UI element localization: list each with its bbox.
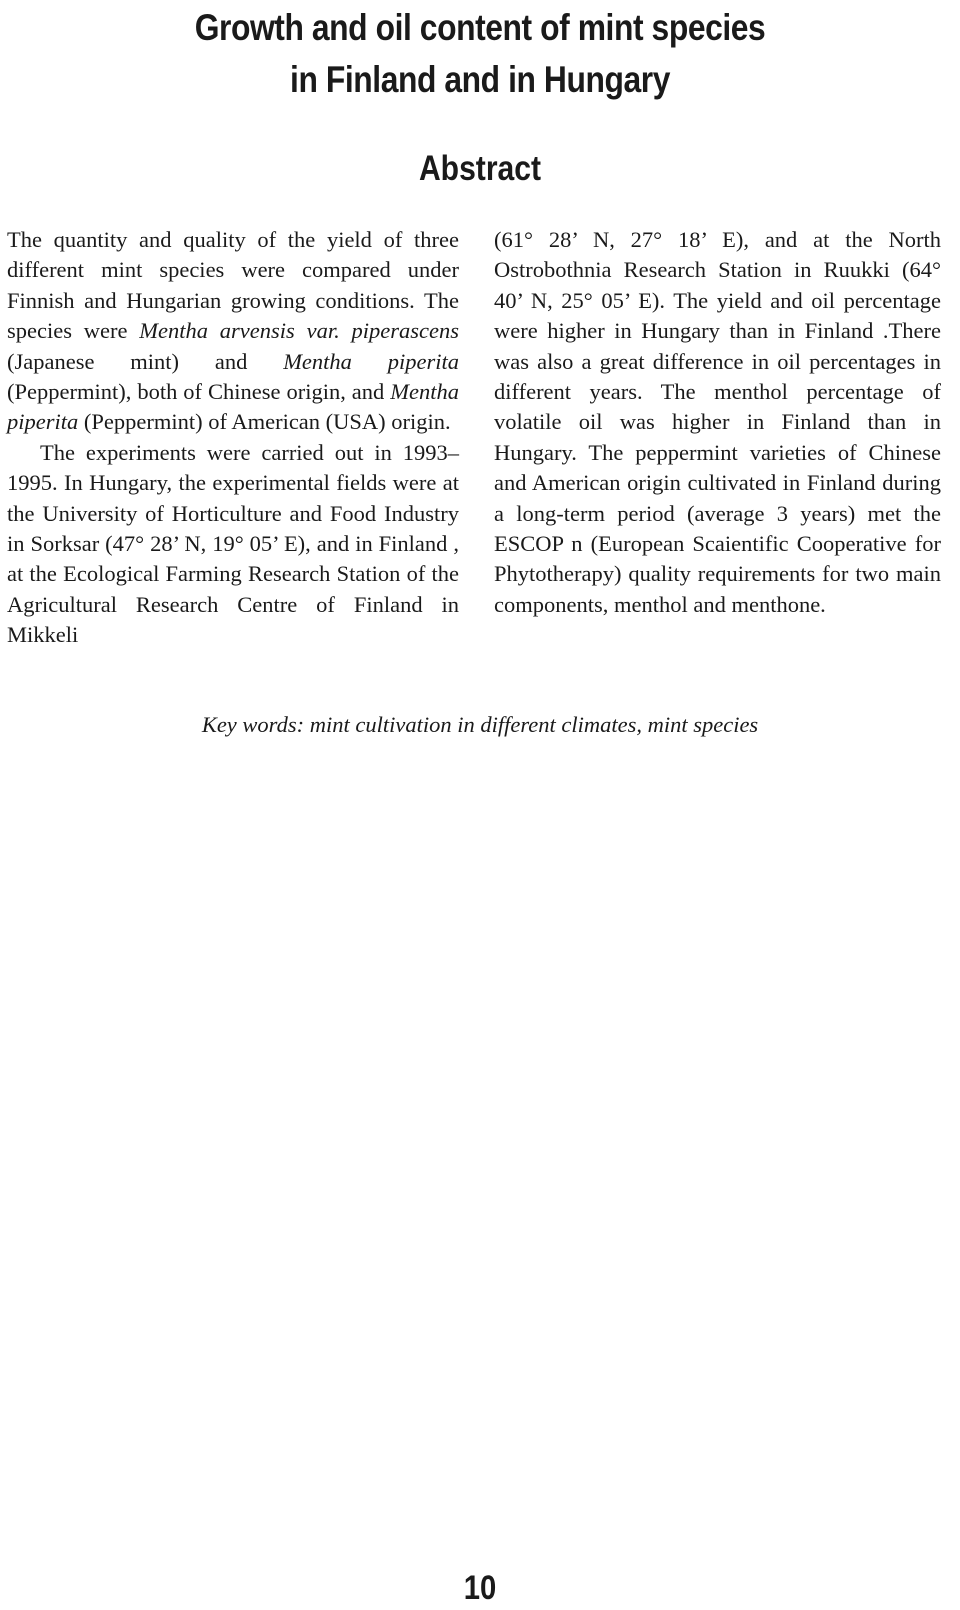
paper-title-line-2: in Finland and in Hungary [290,59,670,100]
abstract-paragraph-2: The experiments were carried out in 1993–1995. In Hungary, the experimental fields were at the University of Horticulture and Food Industry in Sorksar (47° 28’ N, 19° 05’ E), and in Finland , at the Ecological Farming Research Station of the Agricultural Research Centre of Finland in Mikkeli [7,439,459,648]
abstract-text: (Peppermint), both of Chinese origin, and [7,379,391,405]
species-name: Mentha arvensis var. piperascens [139,318,459,344]
keywords: Key words: mint cultivation in different climates, mint species [201,712,759,737]
abstract-right-column [494,225,941,620]
abstract-text: The quantity and quality of the yield of three different mint species were compared under Finnish and Hungarian growing conditions. The species were [7,227,459,344]
abstract-text: (Japanese mint) and [7,348,284,374]
species-name: Mentha piperita [283,348,459,374]
abstract-paragraph-1 [7,225,459,438]
species-name: Mentha piperita [7,379,459,435]
abstract-text: (Peppermint) of American (USA) origin. [78,409,451,435]
paper-title [67,2,893,106]
page-number: 10 [463,1569,497,1607]
paper-title-line-1: Growth and oil content of mint species [194,7,766,48]
abstract-heading: Abstract [418,149,542,188]
abstract-paragraph-2-continued: (61° 28’ N, 27° 18’ E), and at the North Ostrobothnia Research Station in Ruukki (64° 40’ N, 25° 05’ E). The yield and oil percentage were higher in Hungary than in Finland .There was also a great difference in oil percentages in different years. The menthol percentage of volatile oil was higher in Finland than in Hungary. The peppermint varieties of Chinese and American origin cultivated in Finland during a long-term period (average 3 years) met the ESCOP n (European Scaientific Cooperative for Phytotherapy) quality requirements for two main components, menthol and menthone. [494,227,941,617]
abstract-left-column [7,225,459,651]
